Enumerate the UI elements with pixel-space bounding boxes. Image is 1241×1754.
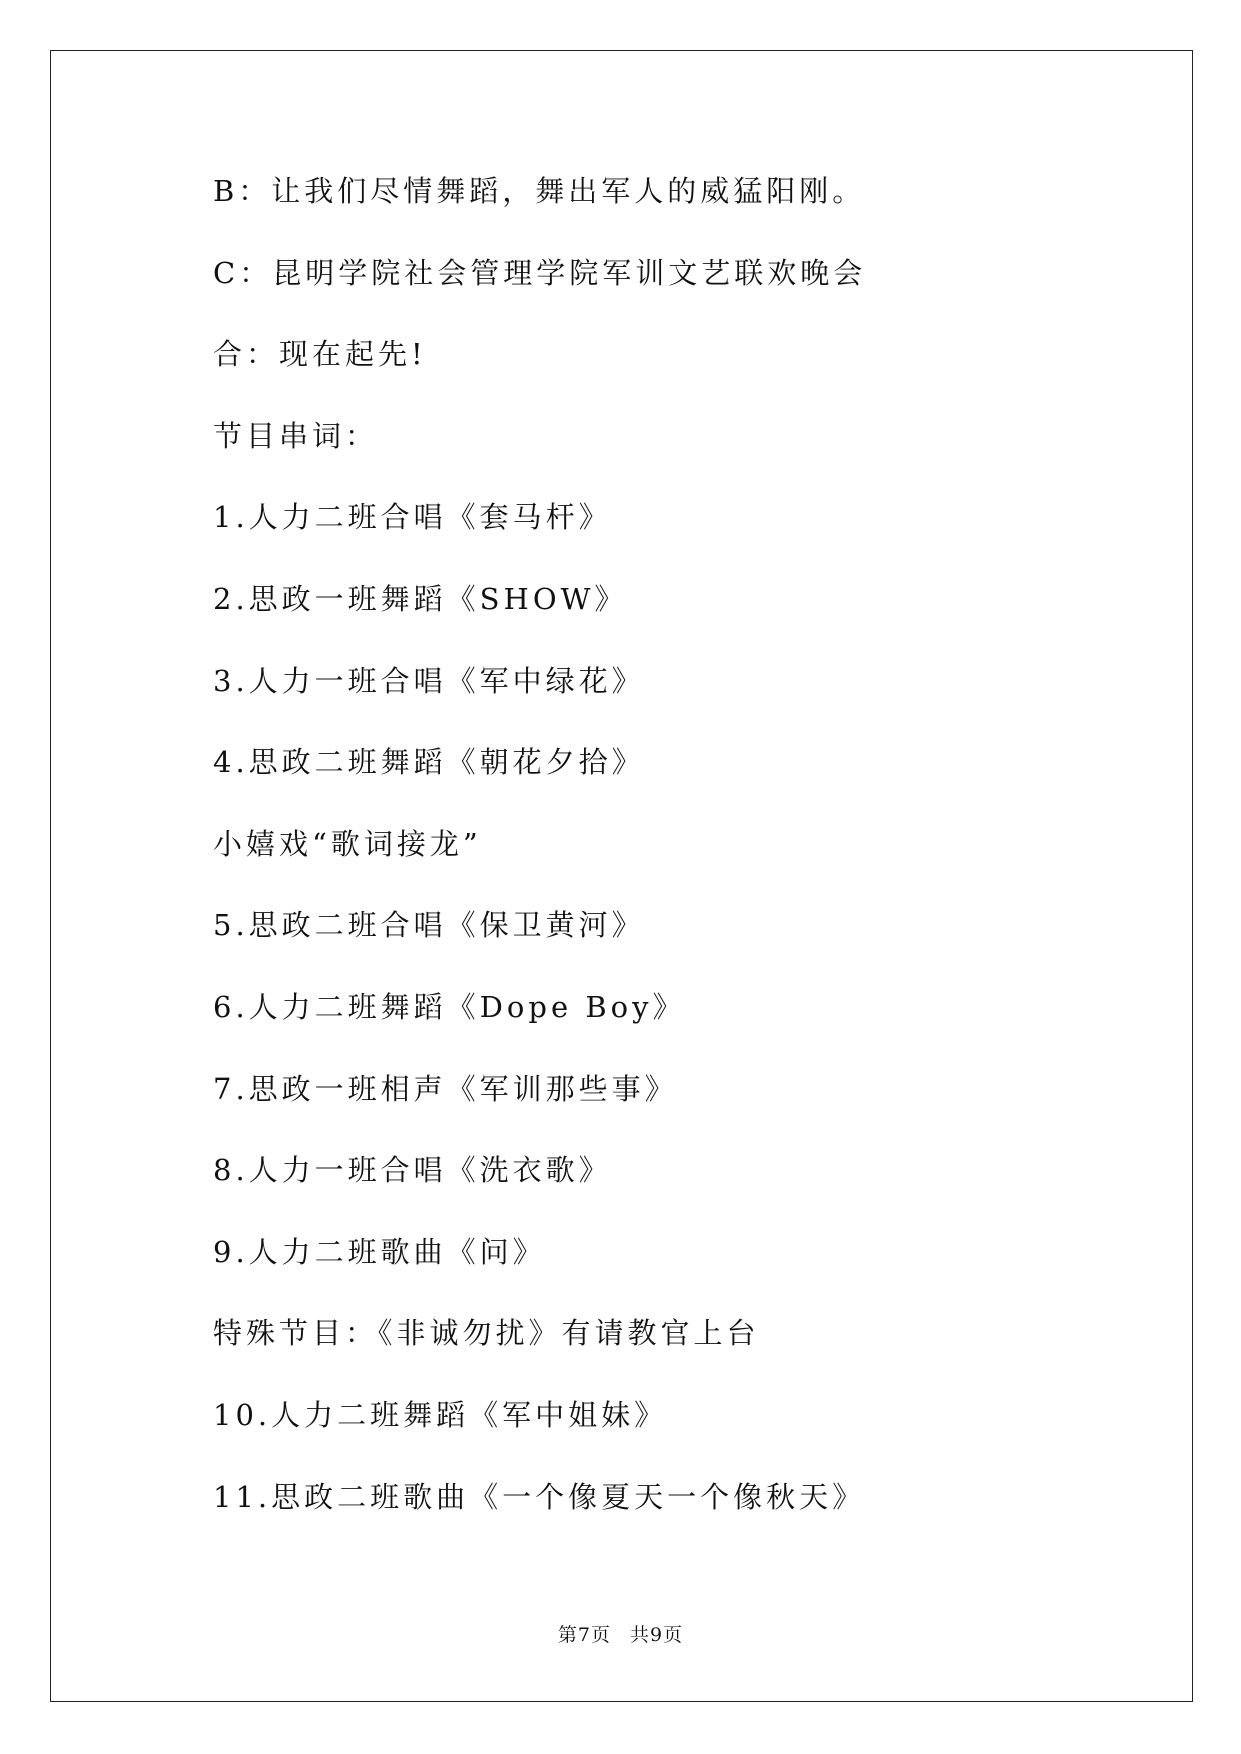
program-item: 8.人力一班合唱《洗衣歌》 [213,1153,612,1188]
game-item: 小嬉戏“歌词接龙” [213,826,482,861]
dialogue-line-b: B：让我们尽情舞蹈，舞出军人的威猛阳刚。 [213,174,866,208]
program-item: 11.思政二班歌曲《一个像夏天一个像秋天》 [213,1479,866,1514]
program-item: 5.思政二班合唱《保卫黄河》 [213,908,645,943]
current-page-number: 第7页 [557,1624,611,1646]
program-item: 6.人力二班舞蹈《Dope Boy》 [213,989,686,1024]
program-item: 2.思政一班舞蹈《SHOW》 [213,581,628,616]
program-item: 4.思政二班舞蹈《朝花夕拾》 [213,745,645,780]
program-item: 10.人力二班舞蹈《军中姐妹》 [213,1397,668,1432]
dialogue-line-c: C：昆明学院社会管理学院军训文艺联欢晚会 [213,255,867,290]
dialogue-line-together: 合：现在起先! [213,337,427,372]
document-body [213,170,1113,1557]
program-item: 1.人力二班合唱《套马杆》 [213,500,612,535]
program-heading: 节目串词： [213,418,379,453]
program-item: 9.人力二班歌曲《问》 [213,1234,546,1269]
total-pages: 共9页 [630,1624,684,1646]
special-program-item: 特殊节目：《非诚勿扰》有请教官上台 [213,1316,760,1351]
page-footer [0,1620,1241,1647]
program-item: 7.思政一班相声《军训那些事》 [213,1071,678,1106]
program-item: 3.人力一班合唱《军中绿花》 [213,663,645,698]
